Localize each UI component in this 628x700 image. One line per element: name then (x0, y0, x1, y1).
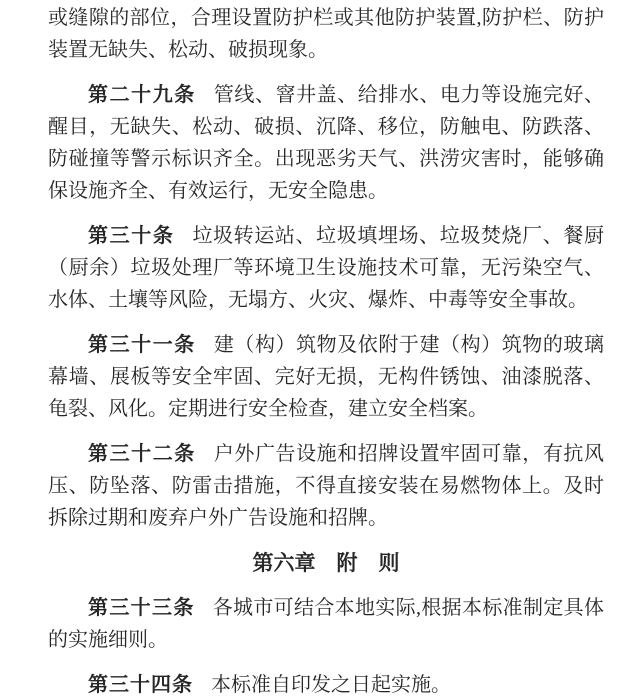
article-number-29: 第二十九条 (88, 84, 196, 106)
continuation-paragraph: 或缝隙的部位，合理设置防护栏或其他防护装置,防护栏、防护装置无缺失、松动、破损现象。 (48, 7, 604, 61)
article-number-34: 第三十四条 (88, 674, 193, 696)
article-text-29: 管线、窨井盖、给排水、电力等设施完好、醒目，无缺失、松动、破损、沉降、移位，防触电、防跌落、防碰撞等警示标识齐全。出现恶劣天气、洪涝灾害时，能够确保设施齐全、有效运行，无安全隐患。 (48, 84, 605, 202)
article-text-30: 垃圾转运站、垃圾填埋场、垃圾焚烧厂、餐厨（厨余）垃圾处理厂等环境卫生设施技术可靠，无污染空气、水体、土壤等风险，无塌方、火灾、爆炸、中毒等安全事故。 (48, 225, 605, 311)
article-paragraph-31 (48, 329, 604, 425)
chapter-heading: 第六章 附 则 (252, 551, 400, 575)
article-paragraph-32 (48, 438, 604, 534)
document-text-block (48, 0, 604, 700)
article-text-33: 各城市可结合本地实际,根据本标准制定具体的实施细则。 (48, 597, 605, 651)
article-number-30: 第三十条 (88, 225, 175, 247)
article-number-33: 第三十三条 (88, 597, 195, 619)
article-text-32: 户外广告设施和招牌设置牢固可靠，有抗风压、防坠落、防雷击措施，不得直接安装在易燃物体上。及时拆除过期和废弃户外广告设施和招牌。 (48, 443, 605, 529)
article-paragraph-33 (48, 592, 604, 656)
article-text-34: 本标准自印发之日起实施。 (211, 674, 451, 696)
article-paragraph-34 (48, 669, 604, 700)
article-number-31: 第三十一条 (88, 334, 196, 356)
article-paragraph-29 (48, 79, 604, 207)
article-number-32: 第三十二条 (88, 443, 196, 465)
article-paragraph-30 (48, 220, 604, 316)
article-text-31: 建（构）筑物及依附于建（构）筑物的玻璃幕墙、展板等安全牢固、完好无损，无构件锈蚀、油漆脱落、龟裂、风化。定期进行安全检查，建立安全档案。 (48, 334, 605, 420)
